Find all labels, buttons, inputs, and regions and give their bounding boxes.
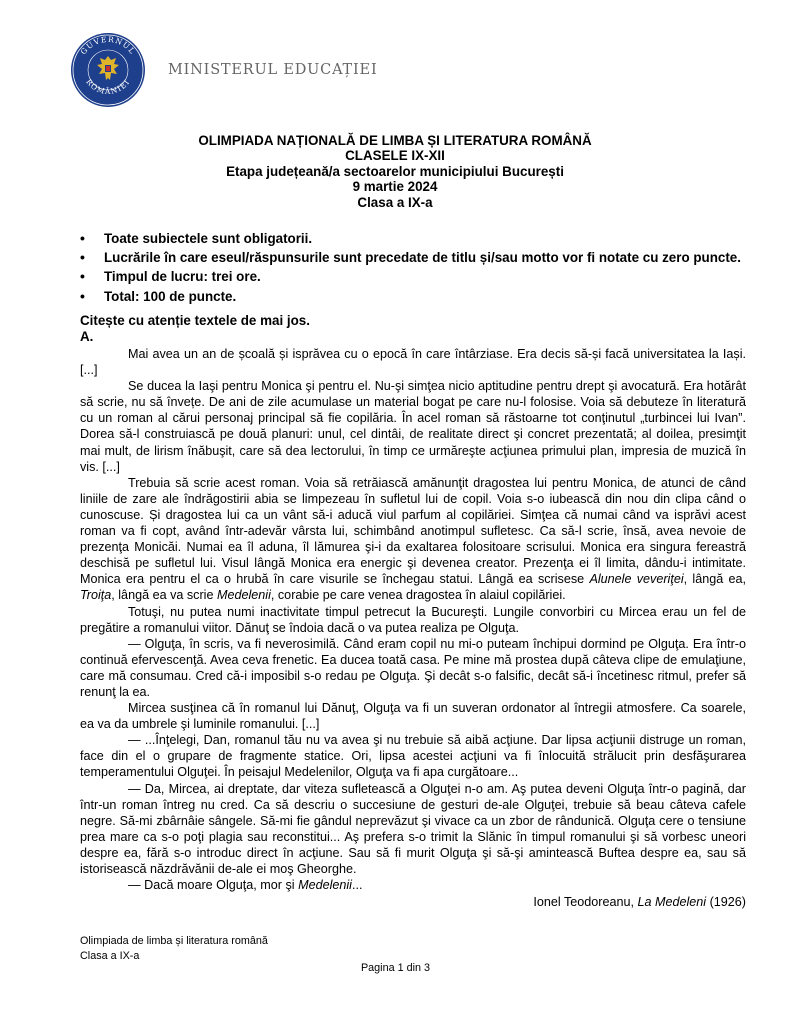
paragraph: Trebuia să scrie acest roman. Voia să retrăiască amănunţit dragostea lui pentru Monica, de atunci de când liniile de zare ale îndrăgostirii abia se limpezeau în sufletul lui de copil. Voia s-o iubească din nou din clipa când o cunoscuse. Și dragostea lui ca un vânt să-i aducă viul parfum al copilăriei. Simţea că numai când va isprăvi acest roman va fi copt, având într-adevăr vârsta lui, schimbând anotimpul sufletesc. Ca să-l scrie, însă, avea nevoie de prezenţa Monicăi. Numai ea îl aduna, îl lămurea şi-i da exaltarea folositoare scrisului. Monica era singura fereastră deschisă pe sufletul lui. Visul lângă Monica era energic şi devenea creator. Prezenţa ei îl limita, dându-i intimitate. Monica era pentru el ca o hrubă în care visurile se închegau statui. Lângă ea scrisese Alunele veveriţei, lângă ea, Troiţa, lângă ea va scrie Medelenii, corabie pe care venea dragostea în alaiul copilăriei. [80, 475, 747, 603]
header [70, 32, 377, 108]
paragraph: Se ducea la Iaşi pentru Monica şi pentru el. Nu-şi simţea nicio aptitudine pentru drept şi avocatură. Era hotărât să scrie, nu să învețe. De ani de zile acumulase un material bogat pe care nu-l folosise. Voia să debuteze în literatură cu un roman al cărui personaj principal să fie copilăria. În acel roman să răstoarne tot conţinutul „turbincei lui Ivan”. Dorea să-l construiască pe două planuri: unul, cel dintâi, de realitate direct şi concret prezentată; al doilea, presimţit mai mult, de lirism înăbuşit, care să dea lectorului, în timp ce urmăreşte acţiunea primului plan, impresia de muzică în vis. [...] [80, 379, 746, 474]
paragraph: — Da, Mircea, ai dreptate, dar viteza sufletească a Olguţei n-o am. Aş putea deveni Olguţa într-o pagină, dar într-un roman întreg nu cred. Ca să descriu o succesiune de gesturi de-ale Olguţei, trebuie să beau câteva cafele negre. Să-mi zbârnâie sângele. Să-mi fie gândul neprevăzut şi vivace ca un zbor de rândunică. Olguţa cere o tensiune prea mare ca s-o poţi plagia sau reconstitui... Aş prefera s-o trimit la Slănic în timpul romanului şi să vorbesc uneori despre ea, fără s-o introduc direct în acţiune. Sau să fi murit Olguţa şi să-şi amintească Buftea despre ea, sau să istorisească năzdrăvănii de-ale ei moş Gheorghe. [80, 781, 746, 876]
svg-text:ROMÂNIEI: ROMÂNIEI [84, 77, 132, 96]
paragraph: — ...Înţelegi, Dan, romanul tău nu va avea şi nu trebuie să aibă acţiune. Dar lipsa acţiunii distruge un roman, face din el o grupare de fragmente statice. Ori, lipsa acestei acţiuni va fi înlocuită strălucit prin desfăşurarea temperamentului Olguţei. În peisajul Medelenilor, Olguţa va fi apa curgătoare... [80, 733, 746, 780]
government-seal-logo [70, 32, 146, 108]
paragraph: Totuşi, nu putea numi inactivitate timpul petrecut la Bucureşti. Lungile convorbiri cu Mircea erau un fel de pregătire a romanului viitor. Dănuţ se îndoia dacă o va putea realiza pe Olguţa. [80, 604, 746, 635]
stage-line: Etapa județeană/a sectoarelor municipiului București [226, 163, 564, 179]
paragraph: — Dacă moare Olguţa, mor şi Medelenii... [128, 878, 363, 893]
exam-rules-list [80, 229, 760, 306]
source-attribution: Ionel Teodoreanu, La Medeleni (1926) [533, 895, 746, 910]
olympiad-title: OLIMPIADA NAȚIONALĂ DE LIMBA ȘI LITERATURA ROMÂNĂ [198, 133, 592, 148]
paragraph: Mircea susţinea că în romanul lui Dănuţ, Olguţa va fi un suveran ordonator al întregii atmosfere. Ca soarele, ea va da umbrele şi luminile romanului. [...] [80, 701, 746, 732]
class-line: Clasa a IX-a [357, 194, 433, 210]
svg-text:GUVERNUL: GUVERNUL [78, 34, 138, 57]
rule-item: • Toate subiectele sunt obligatorii. [80, 229, 760, 248]
rule-item: • Timpul de lucru: trei ore. [80, 267, 760, 286]
paragraph: — Olguţa, în scris, va fi neverosimilă. Când eram copil nu mi-o puteam închipui dormind pe Olguţa. Era într-o continuă efervescenţă. Avea ceva frenetic. Ea ducea toată casa. Pe mine mă prostea după câteva clipe de emulaţiune, care mă consumau. Cred că-i imposibil s-o redau pe Olguţa. Şi decât s-o falsific, decât să-i încetinesc ritmul, prefer să renunţ la ea. [80, 636, 746, 699]
rule-item: • Lucrările în care eseul/răspunsurile sunt precedate de titlu și/sau motto vor fi notate cu zero puncte. [80, 248, 760, 267]
footer-class: Clasa a IX-a [80, 950, 140, 962]
section-label: A. [80, 329, 94, 344]
page-footer [80, 934, 268, 964]
date-line: 9 martie 2024 [352, 179, 438, 195]
paragraph: Mai avea un an de școală și isprăvea cu o epocă în care întârziase. Era decis să-și facă universitatea la Iași. [...] [80, 347, 746, 378]
instruction-block [80, 313, 310, 345]
literary-excerpt [80, 346, 746, 910]
page-number: Pagina 1 din 3 [360, 962, 431, 974]
ministry-name: MINISTERUL EDUCAȚIEI [168, 62, 378, 78]
rule-item: • Total: 100 de puncte. [80, 287, 760, 306]
grades-line: CLASELE IX-XII [345, 148, 445, 164]
footer-olympiad: Olimpiada de limba și literatura română [80, 935, 268, 947]
reading-instruction: Citește cu atenție textele de mai jos. [80, 313, 310, 328]
exam-title-block [80, 133, 710, 210]
